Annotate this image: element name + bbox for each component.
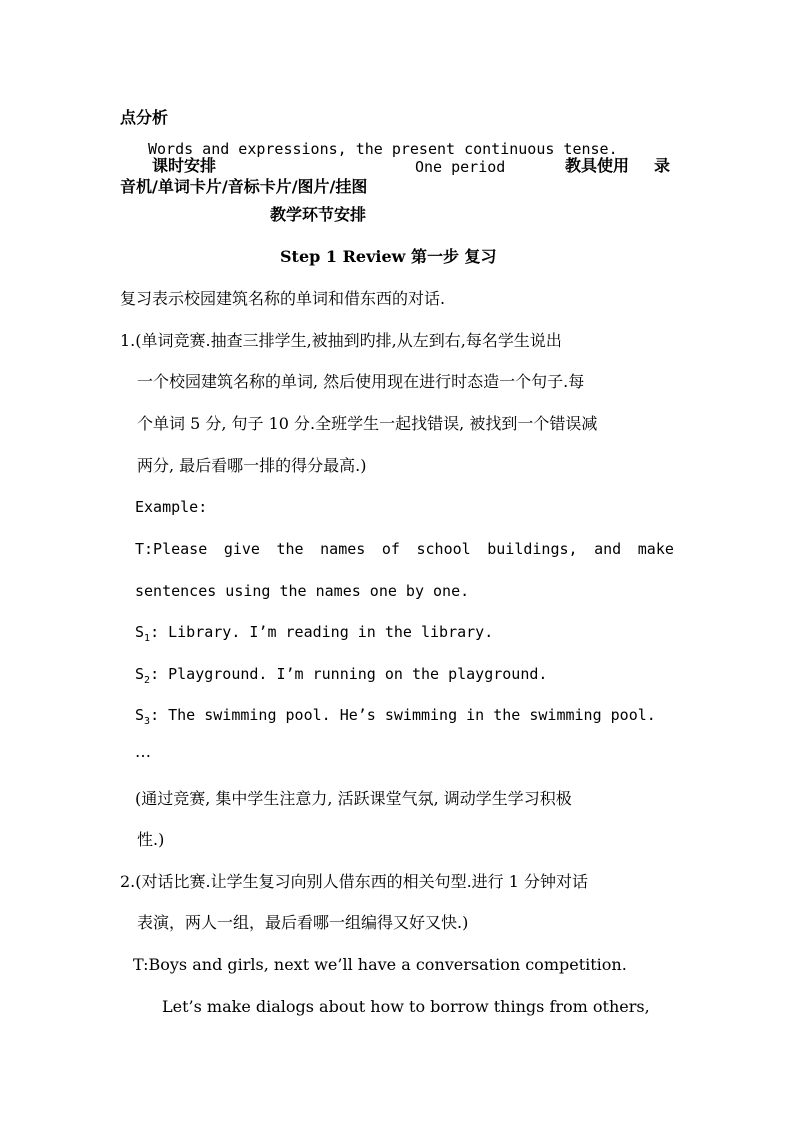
activity2-line1: 2.(对话比赛.让学生复习向别人借东西的相关句型.进行 1 分钟对话: [120, 872, 589, 891]
period-label: 课时安排: [152, 156, 217, 175]
aids-value-start: 录: [654, 156, 671, 175]
response-text: : The swimming pool. He’s swimming in the swimming pool.: [150, 706, 656, 724]
aids-value: 音机/单词卡片/音标卡片/图片/挂图: [120, 177, 368, 196]
period-value: One period: [415, 158, 506, 176]
activity2-teacher-line2: Let’s make dialogs about how to borrow things from others,: [162, 997, 650, 1016]
activity1-line3: 个单词 5 分, 句子 10 分.全班学生一起找错误, 被找到一个错误减: [137, 414, 598, 433]
activity1-line4: 两分, 最后看哪一排的得分最高.): [137, 456, 367, 475]
word: buildings,: [487, 540, 578, 558]
response-text: : Playground. I’m running on the playground.: [150, 665, 548, 683]
speaker-number: 2: [144, 675, 151, 686]
activity2-teacher-line1: T:Boys and girls, next we’ll have a conversation competition.: [133, 955, 627, 974]
word: of: [381, 540, 400, 558]
word: and: [594, 540, 622, 558]
activity1-line1: 1.(单词竞赛.抽查三排学生,被抽到旳排,从左到右,每名学生说出: [120, 331, 562, 350]
step-intro: 复习表示校园建筑名称的单词和借东西的对话.: [120, 289, 446, 308]
word: names: [320, 540, 366, 558]
speaker-number: 1: [144, 633, 151, 644]
teacher-prompt-line1: [135, 539, 674, 559]
activity1-note-line1: (通过竞赛, 集中学生注意力, 活跃课堂气氛, 调动学生学习积极: [135, 789, 572, 808]
student1-response: [135, 622, 493, 642]
speaker-label: S: [135, 706, 145, 724]
activity1-note-line2: 性.): [137, 830, 165, 849]
example-label: Example:: [135, 498, 208, 516]
teacher-prompt-line2: sentences using the names one by one.: [135, 582, 470, 600]
arrangement-title: 教学环节安排: [270, 205, 367, 224]
word: make: [637, 540, 674, 558]
speaker-number: 3: [144, 716, 151, 727]
student3-response: [135, 705, 656, 725]
ellipsis: …: [135, 742, 151, 761]
activity2-line2: 表演，两人一组，最后看哪一组编得又好又快.): [137, 913, 469, 932]
word: give: [223, 540, 260, 558]
word: the: [276, 540, 304, 558]
speaker-label: S: [135, 623, 145, 641]
section-label: 点分析: [120, 108, 169, 127]
activity1-line2: 一个校园建筑名称的单词, 然后使用现在进行时态造一个句子.每: [137, 372, 585, 391]
teaching-focus: Words and expressions, the present continuous tense.: [148, 140, 618, 158]
student2-response: [135, 664, 547, 684]
word: school: [416, 540, 471, 558]
word: T:Please: [135, 540, 208, 558]
speaker-label: S: [135, 665, 145, 683]
aids-label: 教具使用: [565, 156, 630, 175]
response-text: : Library. I’m reading in the library.: [150, 623, 494, 641]
step-title: Step 1 Review 第一步 复习: [280, 247, 497, 266]
